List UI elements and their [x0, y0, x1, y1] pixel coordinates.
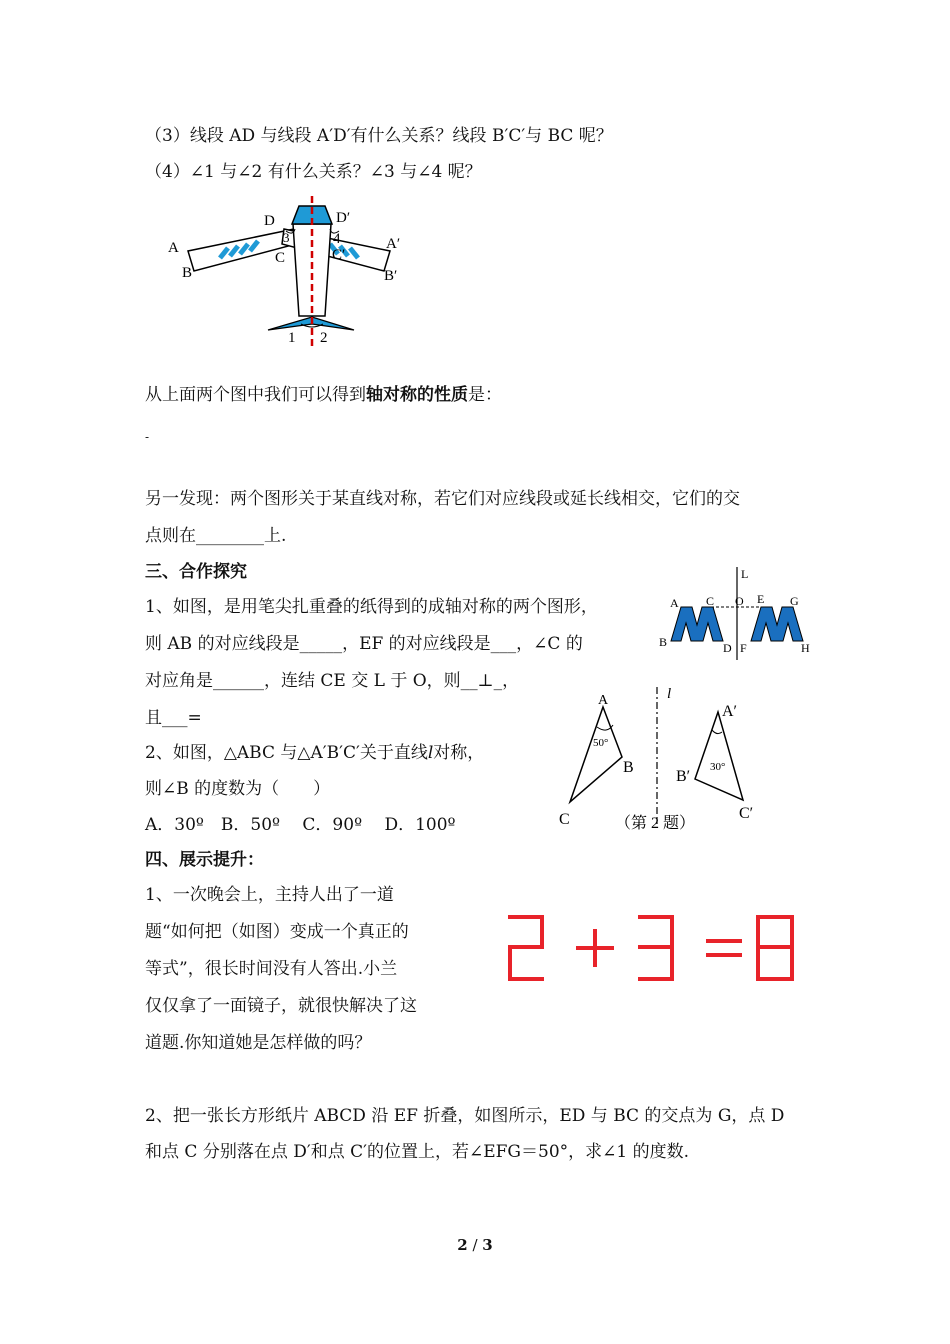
fig2-label-B-prime: B′: [676, 768, 691, 785]
problem-2-text-b: 对称，: [433, 743, 485, 763]
fig2-label-B: B: [623, 759, 634, 776]
label-C-prime: C′: [332, 247, 346, 263]
blank-dash: -: [145, 430, 150, 444]
airplane-figure: [160, 196, 401, 348]
s4-problem-2-line-2: 和点 C 分别落在点 D′和点 C′的位置上，若∠EFG＝50°，求∠1 的度数.: [145, 1142, 690, 1162]
problem-1-line-1: 1、如图，是用笔尖扎重叠的纸得到的成轴对称的两个图形，: [145, 597, 598, 617]
fig1-label-A: A: [670, 596, 679, 610]
property-prefix: 从上面两个图中我们可以得到: [145, 385, 366, 405]
label-A-prime: A′: [386, 236, 401, 252]
s4-problem-1-line-1: 1、一次晚会上，主持人出了一道: [145, 885, 394, 905]
page-number: [0, 1236, 950, 1254]
fig1-label-D: D: [723, 641, 732, 655]
problem-1-line-4: 且___=: [145, 708, 202, 728]
s4-problem-1-line-5: 道题.你知道她是怎样做的吗？: [145, 1033, 372, 1053]
property-line: [145, 384, 502, 406]
fig2-label-A-prime: A′: [722, 703, 738, 720]
label-l: l: [667, 686, 672, 702]
discovery-line-2: 点则在________上.: [145, 526, 287, 546]
zigzag-figure: [655, 565, 815, 660]
label-D: D: [264, 213, 275, 229]
fig1-label-H: H: [801, 641, 810, 655]
label-C: C: [275, 250, 286, 266]
section-4-title: 四、展示提升：: [145, 850, 264, 870]
property-suffix: 是：: [468, 385, 502, 405]
s4-problem-1-line-3: 等式”，很长时间没有人答出.小兰: [145, 959, 398, 979]
fig2-label-C: C: [559, 811, 570, 828]
triangle-ABC: [570, 707, 622, 802]
fig1-label-O: O: [735, 594, 744, 608]
line-l-symbol: l: [427, 743, 434, 763]
label-A: A: [168, 240, 179, 256]
plus-sign: [578, 931, 612, 965]
label-1: 1: [288, 330, 296, 346]
problem-2-options: A．30º B．50º C．90º D．100º: [145, 815, 456, 835]
problem-2-line-2: 则∠B 的度数为（ ）: [145, 779, 331, 799]
label-B-prime: B′: [384, 268, 398, 284]
fig1-label-B: B: [659, 635, 668, 649]
matchstick-equation: [500, 905, 805, 990]
s4-problem-2-line-1: 2、把一张长方形纸片 ABCD 沿 EF 折叠，如图所示，ED 与 BC 的交点为 G，点 D: [145, 1106, 785, 1126]
fig1-label-C: C: [706, 594, 715, 608]
zigzag-right: [751, 607, 803, 641]
fig1-label-G: G: [790, 594, 799, 608]
fig1-label-L: L: [741, 567, 749, 581]
equals-sign: [708, 941, 740, 955]
page-current: 2: [457, 1236, 468, 1254]
s4-problem-1-line-4: 仅仅拿了一面镜子，就很快解决了这: [145, 996, 417, 1016]
problem-1-line-3: 对应角是______，连结 CE 交 L 于 O，则__⊥_，: [145, 671, 520, 691]
fig2-angle-A-prime: 30°: [710, 761, 726, 773]
property-bold: 轴对称的性质: [366, 385, 468, 405]
discovery-line-1: 另一发现：两个图形关于某直线对称，若它们对应线段或延长线相交，它们的交: [145, 489, 740, 509]
label-4: 4: [333, 231, 341, 247]
label-D-prime: D′: [336, 210, 351, 226]
fig2-label-C-prime: C′: [739, 805, 754, 822]
triangles-figure: [550, 682, 780, 832]
page-total: 3: [482, 1236, 493, 1254]
fig2-angle-A: 50°: [593, 737, 609, 749]
problem-2-text-a: 2、如图，△ABC 与△A′B′C′关于直线: [145, 743, 428, 763]
fig1-label-E: E: [757, 592, 765, 606]
problem-2-line-1: [145, 742, 484, 764]
airplane-fuselage: [293, 224, 331, 316]
fig2-label-A: A: [598, 693, 609, 708]
fig1-label-F: F: [740, 641, 747, 655]
question-4: （4）∠1 与∠2 有什么关系？∠3 与∠4 呢？: [145, 162, 482, 182]
page-separator: /: [467, 1236, 483, 1254]
zigzag-left: [671, 607, 723, 641]
s4-problem-1-line-2: 题“如何把（如图）变成一个真正的: [145, 922, 409, 942]
digit-2: [510, 917, 542, 979]
question-3: （3）线段 AD 与线段 A′D′有什么关系？线段 B′C′与 BC 呢？: [145, 126, 613, 146]
section-3-title: 三、合作探究: [145, 562, 247, 582]
problem-1-line-2: 则 AB 的对应线段是_____，EF 的对应线段是___，∠C 的: [145, 634, 583, 654]
fig2-caption: （第 2 题）: [615, 815, 696, 832]
label-2: 2: [320, 330, 328, 346]
triangle-A-prime-B-prime-C-prime: [695, 712, 743, 800]
label-B: B: [182, 265, 193, 281]
label-3: 3: [283, 230, 290, 245]
